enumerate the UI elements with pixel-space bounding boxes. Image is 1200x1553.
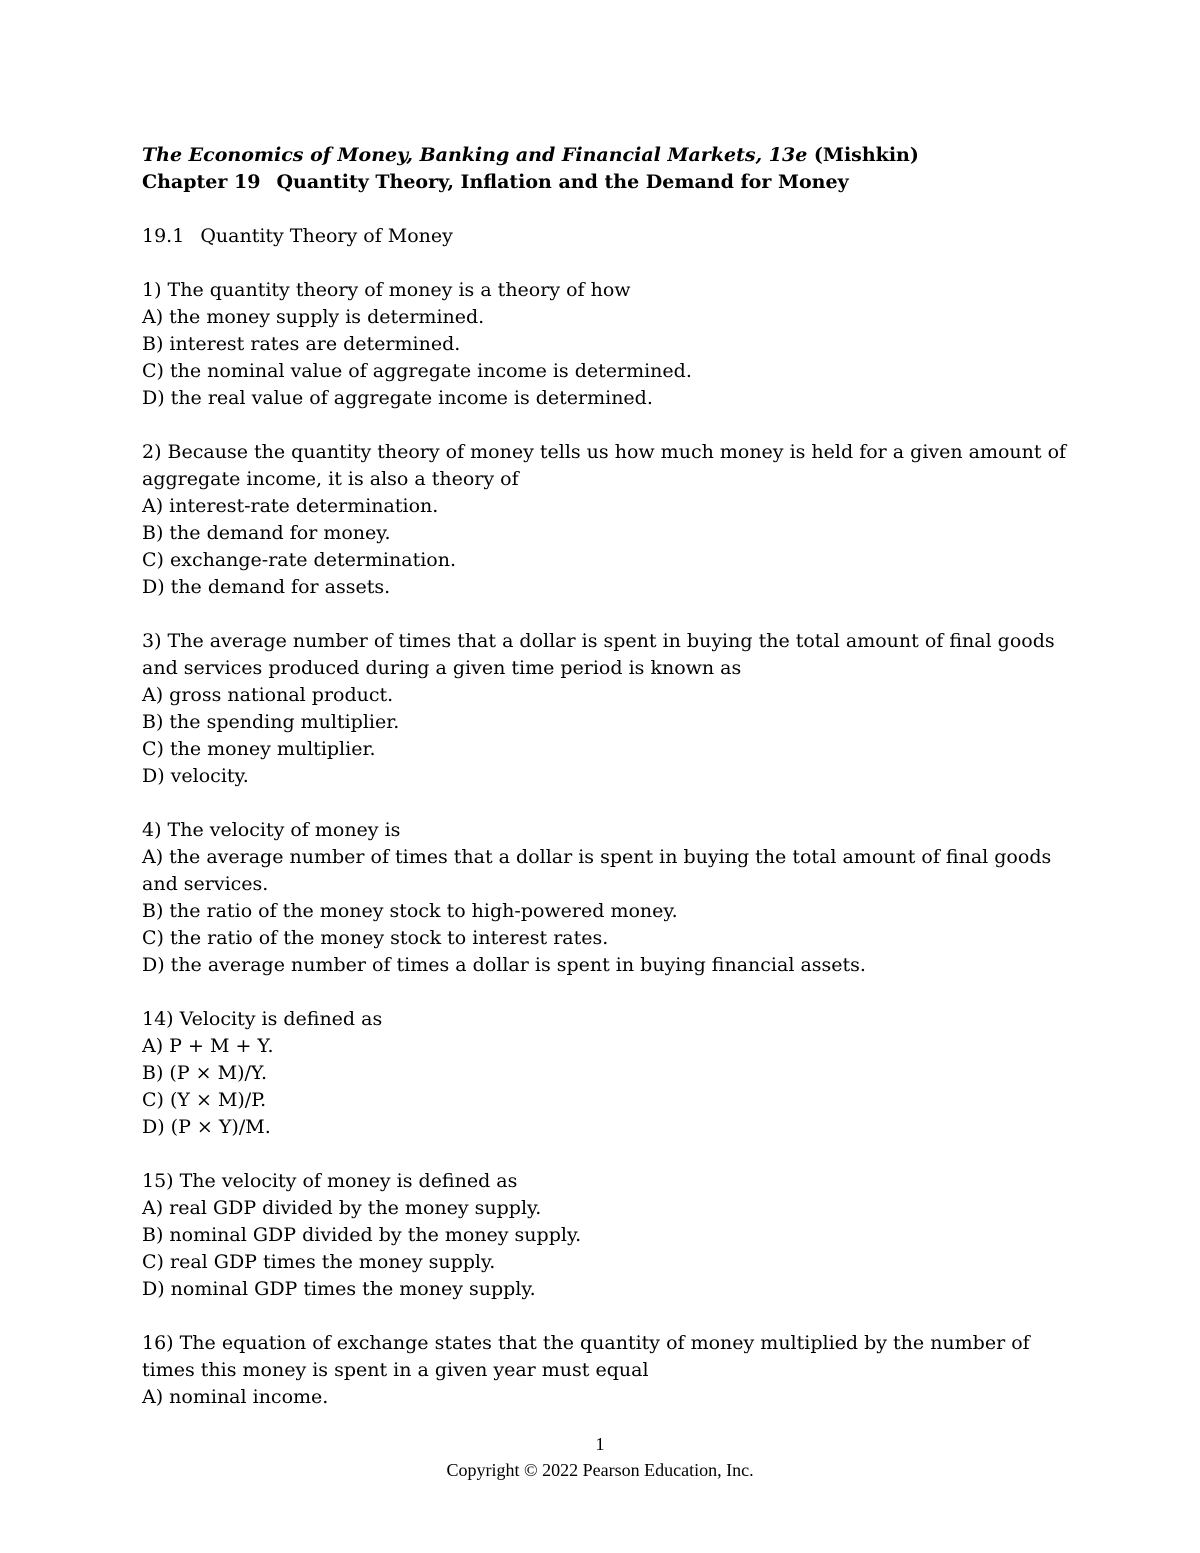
option-d: D) the real value of aggregate income is determined. (142, 387, 653, 409)
option-d: D) the average number of times a dollar is spent in buying financial assets. (142, 954, 866, 976)
option-d: D) nominal GDP times the money supply. (142, 1278, 536, 1300)
option-a: A) real GDP divided by the money supply. (142, 1197, 542, 1219)
question-2 (142, 439, 1072, 601)
chapter-title (142, 169, 1072, 196)
section-heading (142, 223, 1072, 250)
option-b: B) interest rates are determined. (142, 333, 461, 355)
option-a: A) the average number of times that a dollar is spent in buying the total amount of final goods and services. (142, 846, 1052, 895)
question-stem: 3) The average number of times that a dollar is spent in buying the total amount of final goods and services produced during a given time period is known as (142, 630, 1055, 679)
question-14 (142, 1006, 1072, 1141)
page-number: 1 (595, 1434, 605, 1454)
chapter-number: Chapter 19 (142, 171, 261, 193)
question-stem: 2) Because the quantity theory of money tells us how much money is held for a given amount of aggregate income, it is also a theory of (142, 441, 1067, 490)
option-a: A) the money supply is determined. (142, 306, 485, 328)
question-15 (142, 1168, 1072, 1303)
option-b: B) the demand for money. (142, 522, 391, 544)
question-1 (142, 277, 1072, 412)
question-3 (142, 628, 1072, 790)
question-4 (142, 817, 1072, 979)
option-a: A) gross national product. (142, 684, 394, 706)
option-b: B) (P × M)/Y. (142, 1062, 268, 1084)
book-author: (Mishkin) (807, 144, 919, 166)
option-d: D) velocity. (142, 765, 249, 787)
chapter-name: Quantity Theory, Inflation and the Demand for Money (276, 171, 849, 193)
option-c: C) exchange-rate determination. (142, 549, 457, 571)
option-a: A) nominal income. (142, 1386, 329, 1408)
option-c: C) the ratio of the money stock to interest rates. (142, 927, 609, 949)
option-b: B) the spending multiplier. (142, 711, 400, 733)
question-stem: 4) The velocity of money is (142, 819, 401, 841)
option-c: C) (Y × M)/P. (142, 1089, 267, 1111)
book-title (142, 142, 1072, 169)
option-b: B) the ratio of the money stock to high-powered money. (142, 900, 678, 922)
question-16 (142, 1330, 1072, 1411)
document-page (142, 142, 1072, 1411)
option-a: A) interest-rate determination. (142, 495, 439, 517)
section-title: Quantity Theory of Money (200, 225, 453, 247)
question-stem: 15) The velocity of money is defined as (142, 1170, 518, 1192)
option-b: B) nominal GDP divided by the money supply. (142, 1224, 582, 1246)
option-c: C) the money multiplier. (142, 738, 376, 760)
question-stem: 16) The equation of exchange states that the quantity of money multiplied by the number of times this money is spent in a given year must equal (142, 1332, 1030, 1381)
option-d: D) (P × Y)/M. (142, 1116, 271, 1138)
option-a: A) P + M + Y. (142, 1035, 274, 1057)
section-number: 19.1 (142, 225, 185, 247)
question-stem: 1) The quantity theory of money is a theory of how (142, 279, 631, 301)
option-c: C) the nominal value of aggregate income is determined. (142, 360, 692, 382)
question-stem: 14) Velocity is defined as (142, 1008, 383, 1030)
option-c: C) real GDP times the money supply. (142, 1251, 496, 1273)
book-title-italic: The Economics of Money, Banking and Financial Markets, 13e (142, 144, 808, 166)
option-d: D) the demand for assets. (142, 576, 391, 598)
copyright-notice: Copyright © 2022 Pearson Education, Inc. (446, 1460, 754, 1480)
